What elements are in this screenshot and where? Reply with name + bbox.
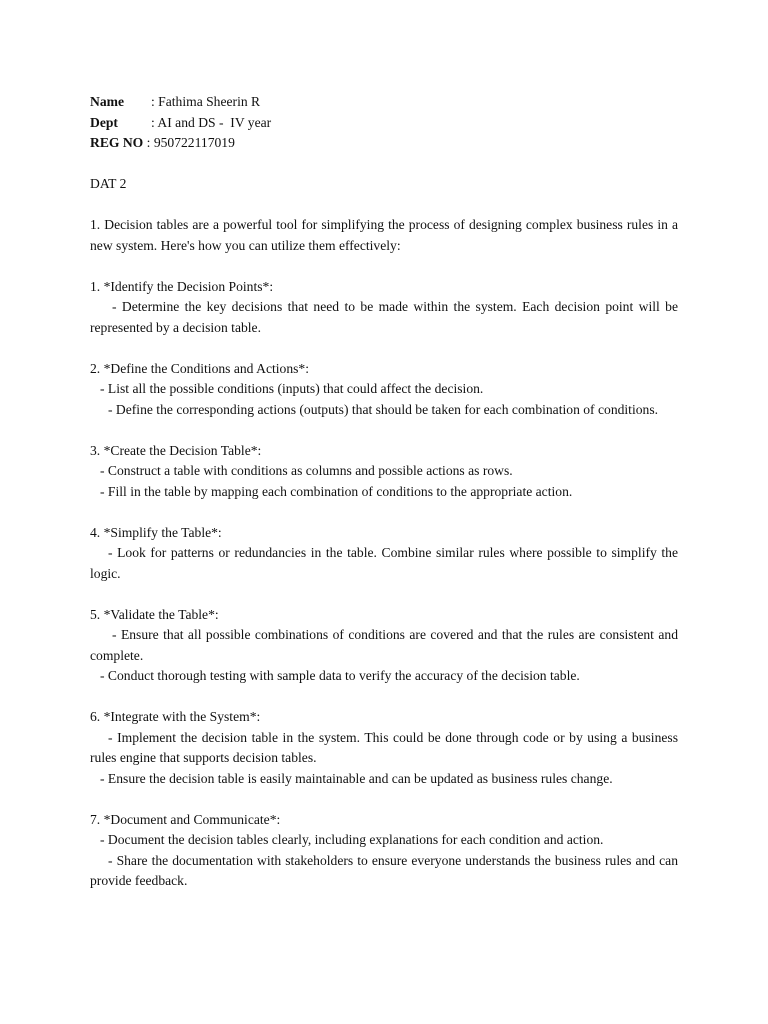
section-3-item-2: - Fill in the table by mapping each combination of conditions to the appropriate action. <box>100 483 573 499</box>
dept-row <box>90 113 678 134</box>
section-1-item-1: - Determine the key decisions that need to be made within the system. Each decision point will be represented by a decision table. <box>90 299 678 335</box>
section-4-heading: 4. *Simplify the Table*: <box>90 524 222 540</box>
section-3-item-1: - Construct a table with conditions as columns and possible actions as rows. <box>100 463 513 478</box>
name-row <box>90 92 678 113</box>
section-6-heading: 6. *Integrate with the System*: <box>90 709 261 724</box>
dept-label: Dept <box>90 114 118 130</box>
section-7-item-2: - Share the documentation with stakeholders to ensure everyone understands the business rules and can provide feedback. <box>90 852 678 888</box>
section-6-item-2: - Ensure the decision table is easily maintainable and can be updated as business rules change. <box>100 770 613 786</box>
name-value: : Fathima Sheerin R <box>151 94 261 109</box>
document-page <box>90 92 678 892</box>
section-7-heading: 7. *Document and Communicate*: <box>90 811 281 827</box>
dept-value: : AI and DS - IV year <box>151 114 272 130</box>
reg-row <box>90 133 678 154</box>
section-5-heading: 5. *Validate the Table*: <box>90 606 219 622</box>
section-4-item-1: - Look for patterns or redundancies in the table. Combine similar rules where possible to simplify the logic. <box>90 545 678 581</box>
doc-title: DAT 2 <box>90 176 127 191</box>
reg-value: : 950722117019 <box>143 135 235 150</box>
section-2-item-1: - List all the possible conditions (inputs) that could affect the decision. <box>100 381 484 396</box>
section-3-heading: 3. *Create the Decision Table*: <box>90 442 262 458</box>
reg-label: REG NO <box>90 135 144 150</box>
intro-paragraph: 1. Decision tables are a powerful tool for simplifying the process of designing complex business rules in a new system. Here's how you can utilize them effectively: <box>90 217 678 253</box>
section-2-heading: 2. *Define the Conditions and Actions*: <box>90 360 309 376</box>
section-5-item-2: - Conduct thorough testing with sample data to verify the accuracy of the decision table. <box>100 668 580 683</box>
section-7-item-1: - Document the decision tables clearly, including explanations for each condition and action. <box>100 832 604 847</box>
section-5-item-1: - Ensure that all possible combinations of conditions are covered and that the rules are consistent and complete. <box>90 627 678 663</box>
section-6-item-1: - Implement the decision table in the system. This could be done through code or by using a business rules engine that supports decision tables. <box>90 729 678 765</box>
section-2-item-2: - Define the corresponding actions (outputs) that should be taken for each combination of conditions. <box>108 401 659 417</box>
section-1-heading: 1. *Identify the Decision Points*: <box>90 278 274 294</box>
name-label: Name <box>90 94 124 109</box>
